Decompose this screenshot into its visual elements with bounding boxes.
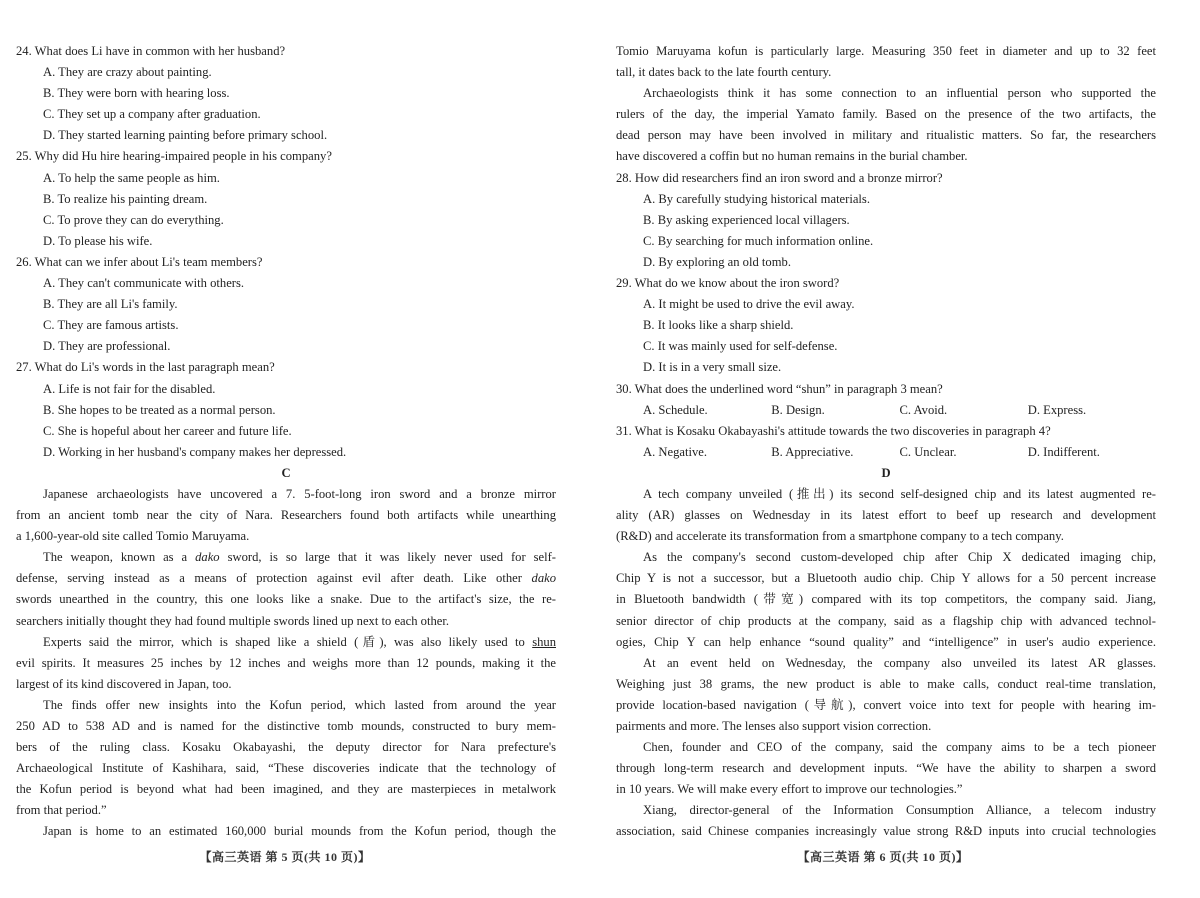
left-column	[16, 41, 556, 843]
text-line: dead person may have been involved in military and ritualistic matters. So far, the researchers	[616, 128, 1156, 143]
question-stem: 30. What does the underlined word “shun” in paragraph 3 mean?	[616, 381, 943, 396]
text-line: Chip Y is not a successor, but a Bluetooth audio chip. Chip Y allows for a 50 percent increase	[616, 571, 1156, 586]
option-c: C. By searching for much information online.	[643, 233, 874, 248]
passage-c-paragraph-1	[16, 484, 556, 547]
text-fragment: defense, serving instead as a means of protection against evil after death. Like other	[16, 571, 532, 586]
text-line: Xiang, director-general of the Information Consumption Alliance, a telecom industry	[643, 803, 1156, 818]
text-line: tall, it dates back to the late fourth century.	[616, 65, 832, 80]
text-line: a 1,600-year-old site called Tomio Maruyama.	[16, 529, 250, 544]
question-30	[616, 379, 1156, 421]
text-line: association, said Chinese companies increasingly value strong R&D inputs into crucial technologies	[616, 824, 1156, 839]
question-stem: 24. What does Li have in common with her husband?	[16, 44, 286, 58]
option-d: D. By exploring an old tomb.	[643, 254, 791, 269]
text-line: As the company's second custom-developed chip after Chip X dedicated imaging chip,	[643, 550, 1156, 565]
text-line: swords unearthed in the country, this one looks like a snake. Due to the artifact's size, the re-	[16, 592, 556, 607]
section-heading-d: D	[881, 465, 891, 480]
question-26	[16, 252, 556, 357]
text-fragment: The weapon, known as a	[43, 550, 196, 565]
text-line: A tech company unveiled (推出) its second self-designed chip and its latest augmented re-	[643, 486, 1156, 501]
text-line: The finds offer new insights into the Kofun period, which lasted from around the year	[43, 697, 556, 712]
exam-page-6	[600, 0, 1200, 898]
option-b: B. Appreciative.	[771, 444, 854, 459]
text-line: bers of the ruling class. Kosaku Okabayashi, the deputy director for Nara prefecture's	[16, 740, 556, 755]
passage-c-paragraph-6	[616, 83, 1156, 167]
text-line	[16, 632, 556, 653]
question-stem: 31. What is Kosaku Okabayashi's attitude towards the two discoveries in paragraph 4?	[616, 423, 1051, 438]
option-c: C. Avoid.	[899, 402, 948, 417]
option-b: B. By asking experienced local villagers.	[643, 212, 850, 227]
text-line	[16, 547, 556, 568]
text-line: Weighing just 38 grams, the new product is able to make calls, conduct real-time translation,	[616, 676, 1156, 691]
text-line: Japanese archaeologists have uncovered a 7. 5-foot-long iron sword and a bronze mirror	[43, 486, 556, 501]
passage-d-paragraph-4	[616, 737, 1156, 800]
text-line	[16, 568, 556, 589]
option-a: A. Life is not fair for the disabled.	[43, 381, 216, 396]
passage-c-continued-paragraph	[616, 41, 1156, 83]
option-a: A. By carefully studying historical materials.	[643, 191, 870, 206]
option-a: A. Negative.	[643, 444, 707, 459]
option-c: C. It was mainly used for self-defense.	[643, 339, 838, 354]
text-line: the Kofun period is beyond what had been imagined, and they are masterpieces in metalwork	[16, 782, 556, 797]
italic-term: dako	[531, 571, 556, 586]
text-line: rulers of the day, the imperial Yamato family. Based on the presence of the two artifacts, the	[616, 107, 1156, 122]
text-line: through long-term research and development inputs. “We have the ability to sharpen a sword	[616, 761, 1156, 776]
question-stem: 28. How did researchers find an iron sword and a bronze mirror?	[616, 170, 943, 185]
text-line: ogies, Chip Y can help enhance “sound quality” and “intelligence” in user's audio experience.	[616, 634, 1156, 649]
option-b: B. It looks like a sharp shield.	[643, 318, 794, 333]
text-line: Archaeological Institute of Kashihara, said, “These discoveries indicate that the technology of	[16, 761, 556, 776]
option-a: A. Schedule.	[643, 402, 708, 417]
option-c: C. They set up a company after graduation.	[43, 107, 261, 122]
passage-d-paragraph-2	[616, 547, 1156, 652]
passage-c-paragraph-4	[16, 695, 556, 822]
option-a: A. They can't communicate with others.	[43, 276, 245, 291]
option-b: B. They are all Li's family.	[43, 297, 178, 312]
option-b: B. They were born with hearing loss.	[43, 86, 230, 101]
question-25	[16, 146, 556, 251]
option-c: C. To prove they can do everything.	[43, 212, 224, 227]
question-27	[16, 357, 556, 462]
options-row	[616, 400, 1156, 421]
option-c: C. They are famous artists.	[43, 318, 179, 333]
option-b: B. She hopes to be treated as a normal person.	[43, 402, 276, 417]
question-stem: 26. What can we infer about Li's team members?	[16, 254, 263, 269]
italic-term: dako	[195, 550, 220, 565]
page-footer: 【高三英语 第 5 页(共 10 页)】	[199, 850, 371, 864]
text-line: from an ancient tomb near the city of Nara. Researchers found both artifacts while unearthing	[16, 508, 556, 523]
text-line: in Bluetooth bandwidth (带宽) compared with its top competitors, the company said. Jiang,	[616, 592, 1156, 607]
text-line: Japan is home to an estimated 160,000 burial mounds from the Kofun period, though the	[43, 824, 556, 839]
text-line: Tomio Maruyama kofun is particularly large. Measuring 350 feet in diameter and up to 32 feet	[616, 44, 1156, 58]
option-a: A. To help the same people as him.	[43, 170, 220, 185]
text-line: largest of its kind discovered in Japan, too.	[16, 676, 232, 691]
option-a: A. They are crazy about painting.	[43, 65, 212, 80]
text-line: senior director of chip products at the company, said as a flagship chip with advanced technol-	[616, 613, 1156, 628]
section-heading-c: C	[281, 465, 291, 480]
passage-d-paragraph-5	[616, 800, 1156, 842]
passage-c-paragraph-3	[16, 632, 556, 695]
question-stem: 29. What do we know about the iron sword?	[616, 276, 840, 291]
page-footer: 【高三英语 第 6 页(共 10 页)】	[797, 850, 969, 864]
option-c: C. She is hopeful about her career and future life.	[43, 423, 292, 438]
text-line: have discovered a coffin but no human remains in the burial chamber.	[616, 149, 968, 164]
option-b: B. To realize his painting dream.	[43, 191, 208, 206]
text-line: pairments and more. The lenses also support vision correction.	[616, 719, 932, 733]
text-line: At an event held on Wednesday, the company also unveiled its latest AR glasses.	[643, 655, 1156, 670]
passage-d-paragraph-3	[616, 653, 1156, 737]
text-line: provide location-based navigation (导航), convert voice into text for people with hearing im-	[616, 697, 1156, 712]
option-c: C. Unclear.	[899, 444, 957, 459]
question-24	[16, 41, 556, 146]
text-line: evil spirits. It measures 25 inches by 12 inches and weighs more than 12 pounds, making it the	[16, 655, 556, 670]
text-line: 250 AD to 538 AD and is named for the distinctive tomb mounds, constructed to bury mem-	[16, 719, 556, 733]
question-28	[616, 168, 1156, 273]
option-d: D. It is in a very small size.	[643, 360, 782, 375]
text-line: ality (AR) glasses on Wednesday in its latest effort to beef up research and development	[616, 508, 1156, 523]
passage-c-paragraph-5	[16, 821, 556, 842]
text-line: searchers initially thought they had found multiple swords lined up next to each other.	[16, 613, 449, 628]
passage-d-paragraph-1	[616, 484, 1156, 547]
question-stem: 25. Why did Hu hire hearing-impaired people in his company?	[16, 149, 332, 164]
option-d: D. Indifferent.	[1027, 444, 1100, 459]
option-d: D. Working in her husband's company makes her depressed.	[43, 444, 347, 459]
underlined-word: shun	[532, 634, 556, 649]
text-line: from that period.”	[16, 803, 107, 818]
option-d: D. To please his wife.	[43, 233, 153, 248]
options-row	[616, 442, 1156, 463]
text-line: in 10 years. We will make every effort to improve our technologies.”	[616, 782, 963, 797]
option-a: A. It might be used to drive the evil away.	[643, 297, 855, 312]
option-d: D. They started learning painting before primary school.	[43, 128, 328, 143]
option-d: D. They are professional.	[43, 339, 171, 354]
question-29	[616, 273, 1156, 378]
text-fragment: Experts said the mirror, which is shaped like a shield (盾), was also likely used to	[43, 634, 533, 649]
passage-c-paragraph-2	[16, 547, 556, 631]
text-fragment: sword, is so large that it was likely never used for self-	[219, 550, 556, 565]
question-31	[616, 421, 1156, 463]
right-column	[616, 41, 1156, 843]
text-line: Archaeologists think it has some connection to an influential person who supported the	[643, 86, 1156, 101]
text-line: (R&D) and accelerate its transformation from a smartphone company to a tech company.	[616, 529, 1064, 544]
option-d: D. Express.	[1027, 402, 1087, 417]
option-b: B. Design.	[771, 402, 825, 417]
text-line: Chen, founder and CEO of the company, said the company aims to be a tech pioneer	[643, 740, 1156, 755]
question-stem: 27. What do Li's words in the last paragraph mean?	[16, 360, 275, 375]
